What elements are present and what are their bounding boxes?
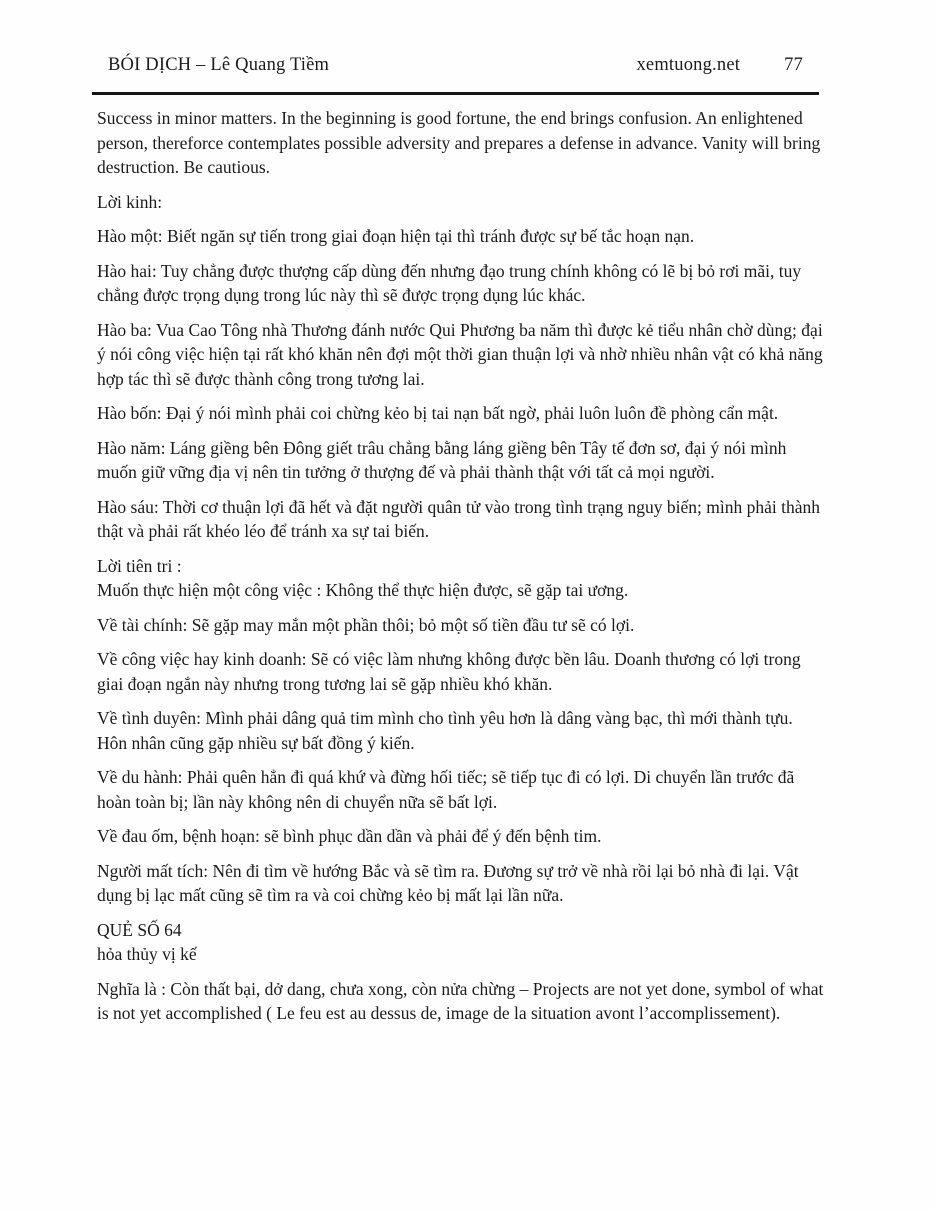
paragraph-ve-dau-om: Về đau ốm, bệnh hoạn: sẽ bình phục dần dần và phải để ý đến bệnh tim. <box>97 826 602 846</box>
heading-que-so-64: QUẺ SỐ 64 <box>97 919 182 940</box>
paragraph-nguoi-mat-tich: Người mất tích: Nên đi tìm về hướng Bắc và sẽ tìm ra. Đương sự trở về nhà rồi lại bỏ nhà đi lại. Vật dụng bị lạc mất cũng sẽ tìm ra và coi chừng kẻo bị mất lại lần nữa. <box>97 860 799 905</box>
book-title: BÓI DỊCH – Lê Quang Tiềm <box>108 55 330 75</box>
paragraph-ve-tai-chinh: Về tài chính: Sẽ gặp may mắn một phần thôi; bỏ một số tiền đầu tư sẽ có lợi. <box>97 614 635 635</box>
site-name: xemtuong.net <box>636 55 741 75</box>
label-loi-kinh: Lời kinh: <box>97 191 163 212</box>
page-header <box>97 52 827 78</box>
paragraph-hao-hai: Hào hai: Tuy chẳng được thượng cấp dùng đến nhưng đạo trung chính không có lẽ bị bỏ rơi mãi, tuy chẳng được trọng dụng trong lúc này thì sẽ được trọng dụng lúc khác. <box>97 260 802 305</box>
paragraph-hao-bon: Hào bốn: Đại ý nói mình phải coi chừng kẻo bị tai nạn bất ngờ, phải luôn luôn đề phòng cẩn mật. <box>97 403 779 423</box>
subheading-hoa-thuy-vi-ke: hỏa thủy vị kế <box>97 944 197 964</box>
paragraph-nghia-la: Nghĩa là : Còn thất bại, dở dang, chưa xong, còn nửa chừng – Projects are not yet done, symbol of what is not yet accomplished ( Le feu est au dessus de, image de la situation avont l’accomplissement). <box>97 978 824 1023</box>
paragraph-hao-ba: Hào ba: Vua Cao Tông nhà Thương đánh nước Qui Phương ba năm thì được kẻ tiểu nhân chờ dùng; đại ý nói công việc hiện tại rất khó khăn nên đợi một thời gian thuận lợi và nhờ nhiều nhân vật có khả năng hợp tác thì sẽ được thành công trong tương lai. <box>97 319 823 389</box>
header-rule <box>92 92 819 95</box>
page-number: 77 <box>784 55 803 75</box>
header-right-group <box>636 52 803 78</box>
label-loi-tien-tri: Lời tiên tri : <box>97 555 182 576</box>
paragraph-muon-thuc-hien: Muốn thực hiện một công việc : Không thể thực hiện được, sẽ gặp tai ương. <box>97 580 629 600</box>
paragraph-english-summary: Success in minor matters. In the beginning is good fortune, the end brings confusion. An enlightened person, thereforce contemplates possible adversity and prepares a defense in advance. Vanity will bring destruction. Be cautious. <box>97 108 821 177</box>
paragraph-ve-tinh-duyen: Về tình duyên: Mình phải dâng quả tim mình cho tình yêu hơn là dâng vàng bạc, thì mới thành tựu. Hôn nhân cũng gặp nhiều sự bất đồng ý kiến. <box>97 708 793 753</box>
paragraph-hao-mot: Hào một: Biết ngăn sự tiến trong giai đoạn hiện tại thì tránh được sự bế tắc hoạn nạn. <box>97 226 695 246</box>
paragraph-hao-nam: Hào năm: Láng giềng bên Đông giết trâu chẳng bằng láng giềng bên Tây tế đơn sơ, đại ý nói mình muốn giữ vững địa vị nên tin tưởng ở thượng đế và phải thành thật với tất cả mọi người. <box>97 437 787 482</box>
paragraph-hao-sau: Hào sáu: Thời cơ thuận lợi đã hết và đặt người quân tử vào trong tình trạng nguy biến; mình phải thành thật và phải rất khéo léo để tránh xa sự tai biến. <box>97 496 820 541</box>
page-content <box>97 52 827 1026</box>
paragraph-ve-cong-viec: Về công việc hay kinh doanh: Sẽ có việc làm nhưng không được bền lâu. Doanh thương có lợi trong giai đoạn ngắn này nhưng trong tương lai sẽ gặp nhiều khó khăn. <box>97 649 801 694</box>
page-body <box>97 106 827 1026</box>
paragraph-ve-du-hanh: Về du hành: Phải quên hẳn đi quá khứ và đừng hối tiếc; sẽ tiếp tục đi có lợi. Di chuyển lần trước đã hoàn toàn bị; lần này không nên di chuyển nữa sẽ bất lợi. <box>97 767 795 812</box>
